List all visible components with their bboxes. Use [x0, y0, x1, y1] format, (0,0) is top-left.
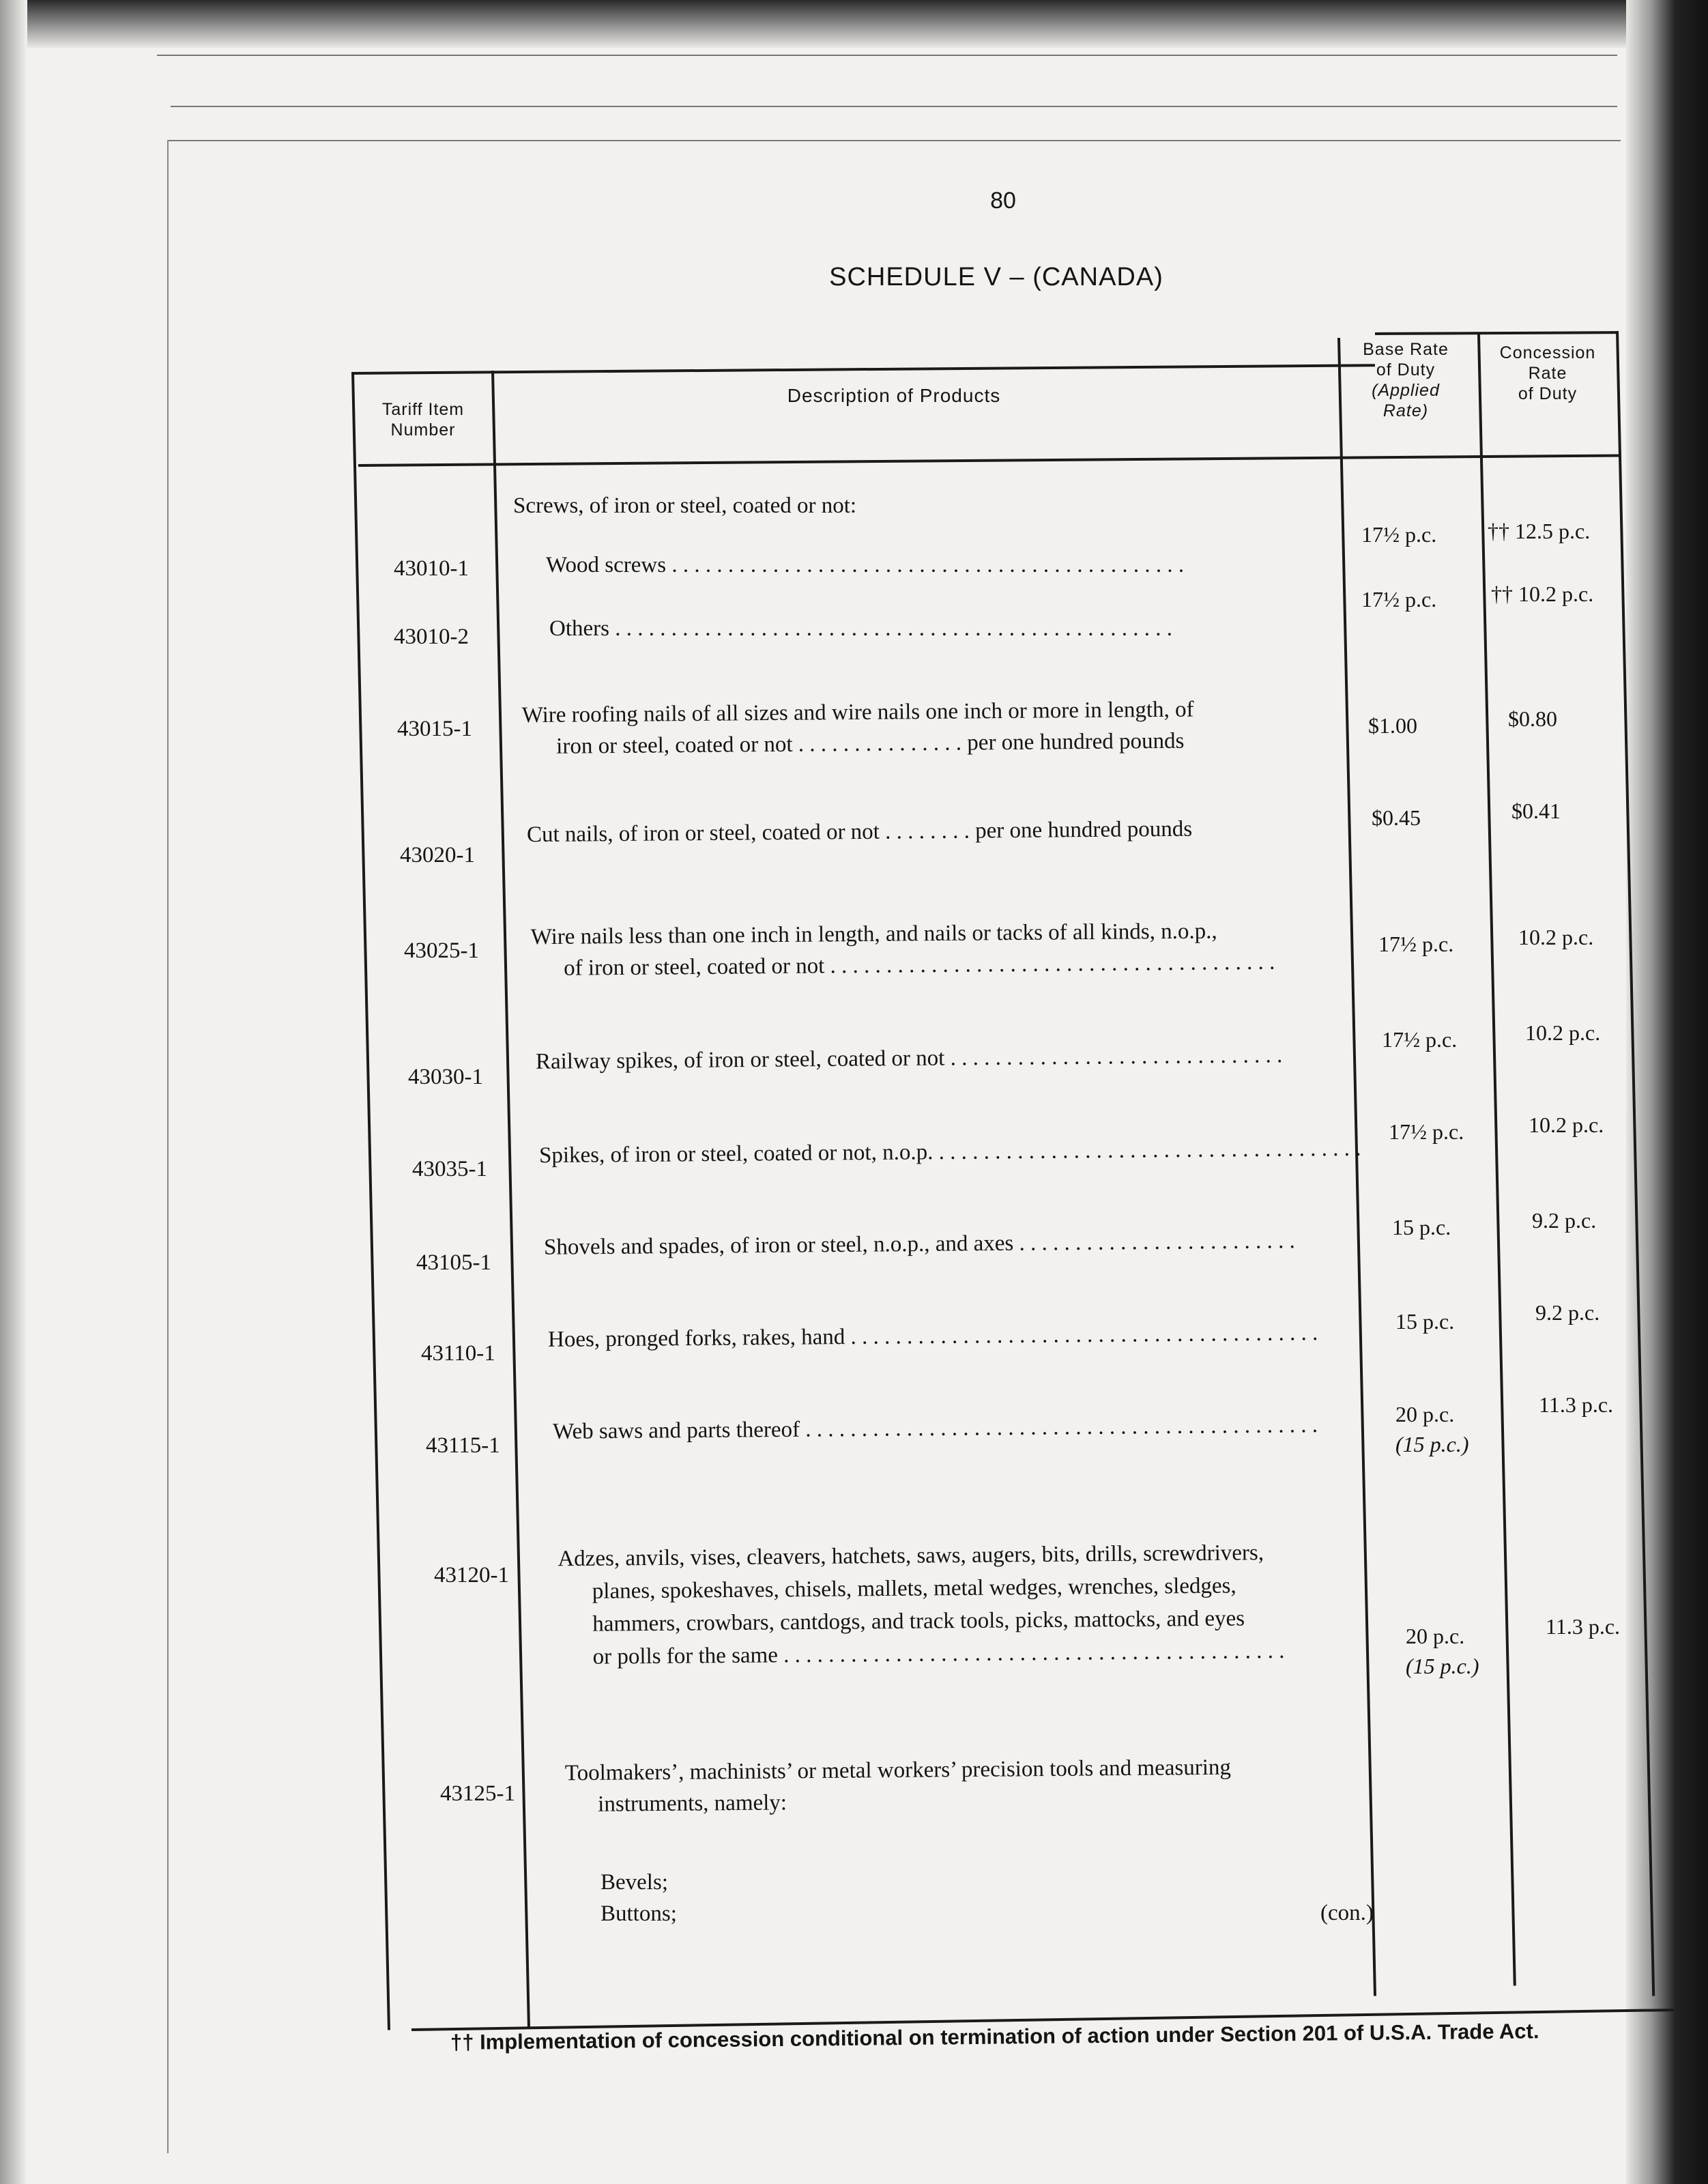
base-rate: 17½ p.c. — [1361, 522, 1437, 547]
leader-dots: . . . . . . . . . . . . . . . . . . . . . . . . . — [1013, 1228, 1295, 1256]
desc-line: instruments, namely: — [598, 1790, 787, 1817]
desc-text: Adzes, anvils, vises, cleavers, hatchets, saws, augers, bits, drills, screwdrivers, — [558, 1540, 1264, 1572]
base-rate — [1406, 1621, 1479, 1681]
concession-rate: $0.80 — [1508, 706, 1557, 731]
desc-text: iron or steel, coated or not — [556, 732, 793, 759]
leader-dots: . . . . . . . . . . . . . . . . . . . . . . . . . . . . . . . . . . . . . . . . . . . . . — [777, 1638, 1285, 1668]
base-rate: 17½ p.c. — [1382, 1027, 1458, 1052]
page-number: 80 — [990, 188, 1016, 214]
leader-dots: . . . . . . . . . . . . . . . . . . . . . . . . . . . . . . — [944, 1043, 1283, 1071]
concession-rate: 10.2 p.c. — [1529, 1112, 1604, 1137]
table-top-border-right — [1375, 331, 1617, 335]
table-right-border — [1616, 331, 1655, 1996]
tariff-item: 43010-2 — [394, 624, 469, 649]
tariff-item: 43110-1 — [421, 1341, 495, 1366]
leader-dots: . . . . . . . . . . . . . . . . . . . . . . . . . . . . . . . . . . . . . . . . — [824, 949, 1275, 979]
table-left-border — [351, 372, 390, 2030]
tariff-item: 43120-1 — [434, 1563, 509, 1587]
tariff-item: 43025-1 — [404, 938, 479, 963]
desc-text: or polls for the same — [592, 1643, 779, 1669]
desc-text: Toolmakers’, machinists’ or metal workers’ precision tools and measuring — [564, 1755, 1232, 1786]
tariff-item: 43010-1 — [394, 556, 469, 581]
base-rate: 15 p.c. — [1392, 1215, 1451, 1239]
desc-line: planes, spokeshaves, chisels, mallets, metal wedges, wrenches, sledges, — [592, 1573, 1236, 1604]
base-rate: 17½ p.c. — [1361, 587, 1437, 612]
product-description — [536, 1039, 1283, 1078]
desc-text: Spikes, of iron or steel, coated or not, n.o.p. — [538, 1140, 933, 1168]
product-description — [531, 915, 1347, 984]
sub-item: Buttons; — [600, 1901, 677, 1926]
tariff-item: 43035-1 — [412, 1157, 487, 1181]
concession-rate: †† 12.5 p.c. — [1488, 519, 1591, 543]
continued-marker: (con.) — [1320, 1901, 1374, 1925]
desc-line — [531, 946, 1346, 984]
desc-text: Cut nails, of iron or steel, coated or not — [526, 819, 880, 848]
header-tariff — [355, 399, 491, 440]
leader-dots: . . . . . . . . . . . . . . . . . . . . . . . . . . . . . . . . . . . . . . . . . . — [845, 1321, 1318, 1350]
header-base-line: of Duty — [1376, 360, 1436, 379]
group-heading: Screws, of iron or steel, coated or not: — [513, 493, 857, 518]
header-base-line: Rate) — [1383, 401, 1429, 420]
header-tariff-line: Number — [390, 420, 456, 440]
leader-dots: . . . . . . . . . . . . . . . . . . . . . . . . . . . . . . . . . . . . . . — [933, 1136, 1361, 1165]
sub-items — [600, 1867, 677, 1929]
leader-dots: . . . . . . . . . . . . . . . . . . . . . . . . . . . . . . . . . . . . . . . . . . . . . . — [666, 553, 1185, 577]
applied-rate-value: (15 p.c.) — [1406, 1654, 1479, 1678]
header-tariff-line: Tariff Item — [381, 400, 465, 419]
schedule-title: SCHEDULE V – (CANADA) — [829, 263, 1163, 291]
base-rate-value: 20 p.c. — [1406, 1624, 1465, 1648]
product-description — [549, 613, 1172, 644]
desc-text: Wood screws — [546, 553, 667, 577]
base-rate — [1395, 1399, 1469, 1459]
applied-rate-value: (15 p.c.) — [1395, 1432, 1469, 1456]
concession-rate: 9.2 p.c. — [1532, 1208, 1597, 1233]
table-top-border — [351, 364, 1375, 375]
leader-dots: . . . . . . . . . . . . . . . . . . . . . . . . . . . . . . . . . . . . . . . . . . . . . . . . . . — [609, 616, 1172, 641]
product-description — [558, 1536, 1378, 1673]
header-concession — [1479, 343, 1616, 404]
header-concession-line: Concession — [1499, 343, 1596, 362]
concession-rate: 11.3 p.c. — [1539, 1392, 1614, 1417]
product-description — [546, 549, 1184, 581]
desc-text: Wire nails less than one inch in length, and nails or tacks of all kinds, n.o.p., — [530, 919, 1217, 950]
product-description — [548, 1317, 1318, 1355]
header-base-line: (Applied — [1372, 381, 1440, 400]
concession-rate: 9.2 p.c. — [1535, 1300, 1600, 1325]
desc-text: Shovels and spades, of iron or steel, n.o.p., and axes — [543, 1231, 1014, 1260]
desc-text: Others — [549, 616, 609, 641]
leader-dots: . . . . . . . . — [879, 818, 976, 844]
tariff-item: 43125-1 — [440, 1781, 515, 1806]
desc-text: Wire roofing nails of all sizes and wire nails one inch or more in length, of — [521, 697, 1194, 728]
base-rate: $1.00 — [1368, 713, 1417, 738]
leader-dots: . . . . . . . . . . . . . . . . . . . . . . . . . . . . . . . . . . . . . . . . . . . . . . — [799, 1413, 1318, 1442]
base-rate: $0.45 — [1372, 805, 1421, 830]
footnote: †† Implementation of concession conditional on termination of action under Section 201 of U.S.A. Trade Act. — [450, 2019, 1539, 2054]
base-rate: 17½ p.c. — [1378, 932, 1454, 956]
tariff-item: 43115-1 — [426, 1433, 500, 1458]
header-base-line: Base Rate — [1363, 340, 1449, 359]
desc-line — [558, 1634, 1377, 1673]
concession-rate: 10.2 p.c. — [1518, 925, 1594, 949]
base-rate: 15 p.c. — [1395, 1309, 1455, 1334]
tariff-item: 43020-1 — [400, 843, 475, 867]
desc-text: Hoes, pronged forks, rakes, hand — [547, 1325, 845, 1352]
header-concession-line: of Duty — [1518, 384, 1578, 403]
product-description — [527, 812, 1346, 850]
desc-text: of iron or steel, coated or not — [564, 953, 825, 981]
tariff-item: 43105-1 — [416, 1250, 491, 1275]
product-description — [539, 1133, 1361, 1172]
unit-text: per one hundred pounds — [967, 728, 1185, 756]
sub-item: Bevels; — [600, 1870, 668, 1895]
leader-dots: . . . . . . . . . . . . . . . — [792, 730, 968, 757]
column-divider-1 — [491, 371, 530, 2029]
product-description — [553, 1409, 1318, 1448]
unit-text: per one hundred pounds — [974, 816, 1193, 844]
header-description: Description of Products — [787, 385, 1001, 406]
desc-text: Railway spikes, of iron or steel, coated or not — [535, 1046, 945, 1074]
concession-rate: $0.41 — [1511, 799, 1561, 823]
base-rate: 17½ p.c. — [1389, 1119, 1464, 1144]
product-description — [544, 1225, 1295, 1263]
tariff-item: 43015-1 — [397, 717, 472, 741]
tariff-item: 43030-1 — [408, 1065, 483, 1089]
header-bottom-border — [358, 454, 1621, 467]
product-description — [565, 1751, 1385, 1820]
header-concession-line: Rate — [1528, 364, 1567, 383]
desc-line: hammers, crowbars, cantdogs, and track tools, picks, mattocks, and eyes — [592, 1606, 1245, 1637]
concession-rate: †† 10.2 p.c. — [1491, 581, 1594, 606]
concession-rate: 11.3 p.c. — [1546, 1614, 1621, 1639]
header-base-rate — [1337, 339, 1474, 421]
base-rate-value: 20 p.c. — [1395, 1402, 1455, 1426]
product-description — [522, 693, 1338, 762]
concession-rate: 10.2 p.c. — [1525, 1020, 1601, 1045]
desc-text: Web saws and parts thereof — [552, 1417, 800, 1444]
desc-line — [522, 724, 1337, 762]
